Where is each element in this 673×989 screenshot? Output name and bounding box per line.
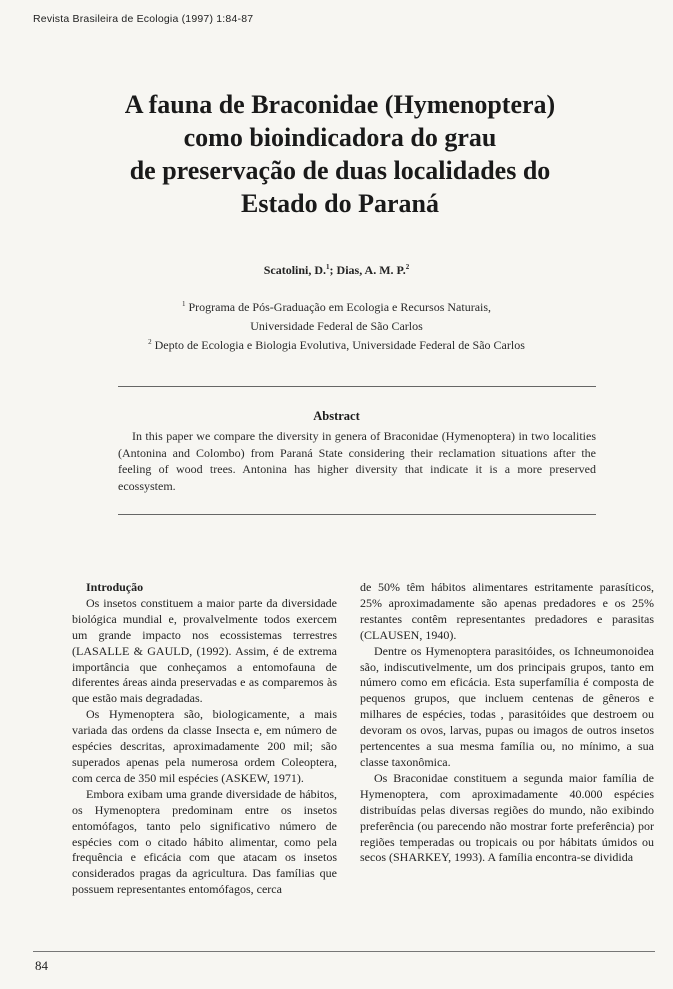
affiliation-mark: 2	[148, 338, 152, 346]
affiliation-line	[0, 298, 673, 317]
page-number: 84	[35, 958, 48, 973]
abstract-top-rule	[118, 386, 596, 387]
article-title	[70, 88, 610, 220]
journal-header: Revista Brasileira de Ecologia (1997) 1:84-87	[33, 13, 254, 25]
author-list	[0, 263, 673, 278]
abstract-bottom-rule	[118, 514, 596, 515]
title-line: Estado do Paraná	[241, 189, 439, 218]
body-paragraph: Os Hymenoptera são, biologicamente, a mais variada das ordens da classe Insecta e, em número de espécies descritas, aproximadamente 200 mil; são superados apenas pela numerosa ordem Coleoptera, com cerca de 350 mil espécies (ASKEW, 1971).	[72, 707, 337, 785]
title-line: como bioindicadora do grau	[183, 123, 497, 152]
abstract-text: In this paper we compare the diversity in genera of Braconidae (Hymenoptera) in two localities (Antonina and Colombo) from Paraná State considering their reclamation situations after the feeling of wood trees. Antonina has higher diversity that indicate it is a more preserved ecossystem.	[118, 429, 596, 493]
author-separator: ;	[329, 263, 337, 277]
left-column	[72, 580, 337, 898]
affiliation-text: Programa de Pós-Graduação em Ecologia e Recursos Naturais,	[188, 300, 492, 314]
body-paragraph-continued: de 50% têm hábitos alimentares estritamente parasíticos, 25% aproximadamente são apenas predadores e os 25% restantes contêm representantes predadores e parasitas (CLAUSEN, 1940).	[360, 580, 654, 642]
body-paragraph: Dentre os Hymenoptera parasitóides, os Ichneumonoidea são, indiscutivelmente, um dos principais grupos, tanto em número como em eficácia. Esta superfamília é composta de pequenos grupos, que incluem centenas de gêneros e milhares de espécies, todas , parasitóides que destroem ou devoram os ovos, larvas, pupas ou imagos de outros insetos pertencentes a sua mesma família ou, no mínimo, a sua classe taxonômica.	[360, 643, 654, 769]
affiliations	[0, 298, 673, 355]
author-name: Dias, A. M. P.	[336, 263, 406, 277]
author-affiliation-mark: 1	[326, 263, 330, 271]
affiliation-mark: 1	[181, 300, 186, 308]
body-paragraph: Embora exibam uma grande diversidade de hábitos, os Hymenoptera predominam entre os insetos entomófagos, tanto pelo significativo número de espécies com o citado hábito alimentar, como pela frequência e eficácia com que atacam os insetos considerados pragas da agricultura. Das famílias que possuem representantes entomófagos, cerca	[72, 786, 337, 897]
right-column	[360, 580, 654, 866]
footer-rule	[33, 951, 655, 952]
abstract-body	[118, 428, 596, 494]
affiliation-text: Universidade Federal de São Carlos	[250, 319, 423, 333]
affiliation-line	[0, 317, 673, 336]
affiliation-text: Depto de Ecologia e Biologia Evolutiva, Universidade Federal de São Carlos	[154, 338, 525, 352]
body-paragraph: Os insetos constituem a maior parte da diversidade biológica mundial e, provalvelmente todos exercem um grande impacto nos ecossistemas terrestres (LASALLE & GAULD, (1992). Assim, é de extrema importância que conheçamos a entomofauna de diferentes áreas ainda preservadas e as comparemos às que estão mais degradadas.	[72, 595, 337, 706]
body-paragraph: Os Braconidae constituem a segunda maior família de Hymenoptera, com aproximadamente 40.000 espécies distribuídas pelas diversas regiões do mundo, não exibindo preferência (ou parecendo não mostrar forte preferência) por regiões temperadas ou tropicais ou por hábitats úmidos ou secos (SHARKEY, 1993). A família encontra-se dividida	[360, 770, 654, 865]
abstract-heading: Abstract	[313, 409, 360, 423]
title-line: de preservação de duas localidades do	[129, 156, 551, 185]
author-name: Scatolini, D.	[263, 263, 327, 277]
affiliation-line	[0, 336, 673, 355]
author-affiliation-mark: 2	[405, 263, 410, 271]
title-line: A fauna de Braconidae (Hymenoptera)	[124, 90, 556, 119]
section-heading: Introdução	[86, 580, 144, 594]
